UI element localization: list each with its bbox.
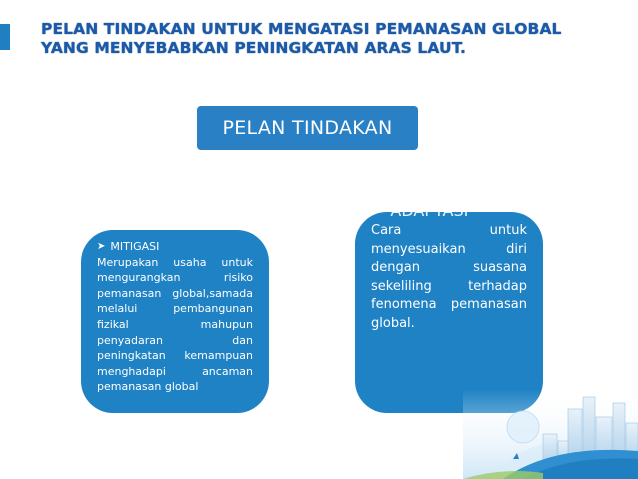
mitigasi-heading-text: MITIGASI [110, 240, 160, 253]
adaptasi-body: Cara untuk menyesuaikan diri dengan suasana sekeliling terhadap fenomena pemanasan global. [371, 223, 527, 331]
header-box [197, 106, 418, 150]
mitigasi-heading [97, 239, 253, 255]
header-label: PELAN TINDAKAN [222, 117, 393, 139]
slide-title: PELAN TINDAKAN UNTUK MENGATASI PEMANASAN GLOBAL YANG MENYEBABKAN PENINGKATAN ARAS LAUT. [41, 20, 562, 57]
adaptasi-card [355, 201, 543, 413]
mitigasi-card [81, 230, 269, 413]
adaptasi-heading [377, 201, 468, 220]
mitigasi-body: Merupakan usaha untuk mengurangkan risiko pemanasan global,samada melalui pembangunan fizikal mahupun penyadaran dan peningkatan kemampuan menghadapi ancaman pemanasan global [97, 255, 253, 394]
city-skyline-illustration [463, 389, 638, 479]
arrow-bullet-icon: ➤ [97, 241, 106, 252]
adaptasi-heading-text: ADAPTASI [390, 201, 469, 220]
accent-bar [0, 24, 10, 50]
arrow-bullet-icon: ➤ [377, 205, 386, 216]
